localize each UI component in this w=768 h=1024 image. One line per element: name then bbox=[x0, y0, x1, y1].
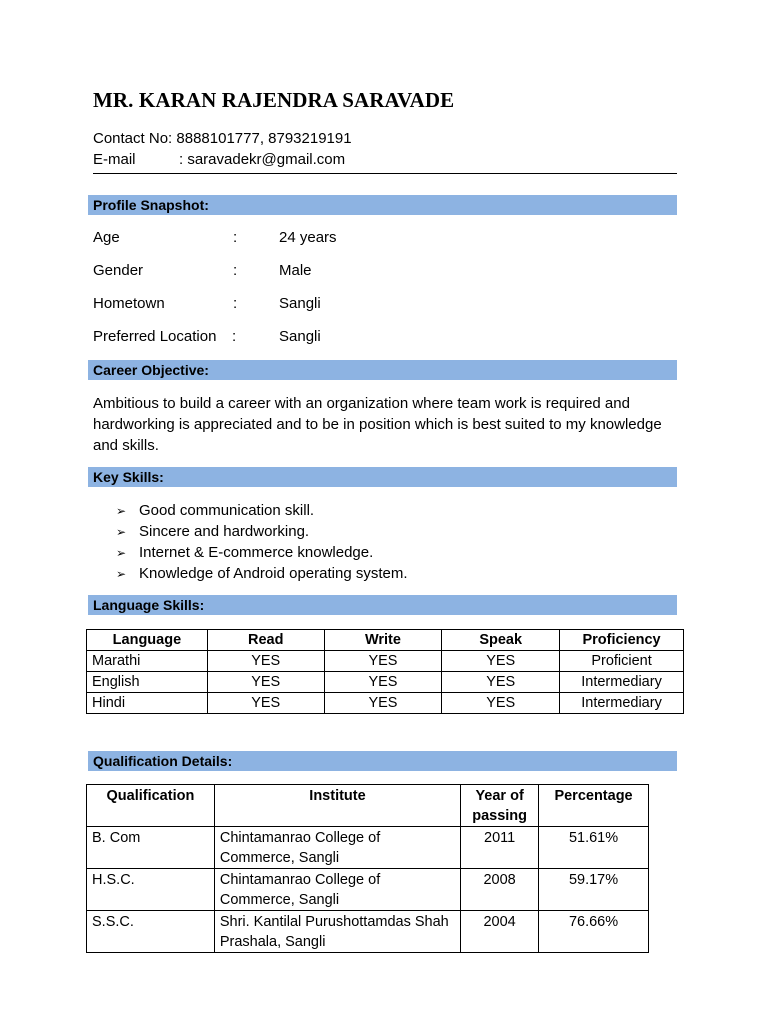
skill-text: Internet & E-commerce knowledge. bbox=[139, 544, 374, 561]
table-header-row bbox=[87, 785, 649, 827]
arrow-bullet-icon: ➢ bbox=[116, 525, 127, 539]
table-cell: B. Com bbox=[87, 827, 215, 869]
table-cell: Shri. Kantilal Purushottamdas Shah Prashala, Sangli bbox=[214, 911, 460, 953]
profile-sep: : bbox=[233, 295, 238, 312]
table-row bbox=[87, 672, 684, 693]
profile-key: Age bbox=[93, 229, 120, 246]
table-cell: YES bbox=[442, 651, 560, 672]
column-header: Read bbox=[207, 630, 324, 651]
table-cell: YES bbox=[207, 693, 324, 714]
language-skills-table bbox=[86, 629, 684, 714]
profile-sep: : bbox=[233, 229, 238, 246]
column-header: Institute bbox=[214, 785, 460, 827]
email-label: E-mail bbox=[93, 151, 136, 168]
table-cell: Chintamanrao College of Commerce, Sangli bbox=[214, 869, 460, 911]
skill-text: Sincere and hardworking. bbox=[139, 523, 310, 540]
profile-value: Sangli bbox=[279, 295, 321, 312]
table-cell: S.S.C. bbox=[87, 911, 215, 953]
contact-email-line bbox=[93, 151, 345, 168]
profile-sep: : bbox=[233, 262, 238, 279]
table-cell: 51.61% bbox=[539, 827, 649, 869]
section-profile-snapshot: Profile Snapshot: bbox=[88, 195, 677, 215]
section-key-skills: Key Skills: bbox=[88, 467, 677, 487]
column-header: Speak bbox=[442, 630, 560, 651]
profile-key: Preferred Location bbox=[93, 328, 217, 345]
table-cell: English bbox=[87, 672, 208, 693]
table-row bbox=[87, 693, 684, 714]
section-career-objective: Career Objective: bbox=[88, 360, 677, 380]
candidate-name: MR. KARAN RAJENDRA SARAVADE bbox=[93, 88, 455, 112]
arrow-bullet-icon: ➢ bbox=[116, 504, 127, 518]
profile-key: Hometown bbox=[93, 295, 165, 312]
table-cell: YES bbox=[442, 672, 560, 693]
table-cell: YES bbox=[324, 672, 442, 693]
email-separator: : bbox=[179, 151, 184, 168]
profile-value: Male bbox=[279, 262, 312, 279]
table-cell: H.S.C. bbox=[87, 869, 215, 911]
list-item bbox=[116, 563, 408, 584]
phone-label: Contact No: bbox=[93, 130, 173, 147]
table-cell: 2004 bbox=[461, 911, 539, 953]
profile-value: Sangli bbox=[279, 328, 321, 345]
column-header: Write bbox=[324, 630, 442, 651]
list-item bbox=[116, 542, 408, 563]
profile-value: 24 years bbox=[279, 229, 337, 246]
table-cell: Intermediary bbox=[560, 693, 684, 714]
table-cell: YES bbox=[207, 651, 324, 672]
table-cell: Chintamanrao College of Commerce, Sangli bbox=[214, 827, 460, 869]
column-header: Percentage bbox=[539, 785, 649, 827]
table-cell: YES bbox=[442, 693, 560, 714]
arrow-bullet-icon: ➢ bbox=[116, 567, 127, 581]
table-cell: YES bbox=[207, 672, 324, 693]
skill-text: Good communication skill. bbox=[139, 502, 315, 519]
table-cell: 2008 bbox=[461, 869, 539, 911]
table-cell: YES bbox=[324, 693, 442, 714]
arrow-bullet-icon: ➢ bbox=[116, 546, 127, 560]
email-value: saravadekr@gmail.com bbox=[187, 151, 346, 168]
key-skills-list bbox=[116, 500, 408, 584]
column-header: Qualification bbox=[87, 785, 215, 827]
table-cell: 59.17% bbox=[539, 869, 649, 911]
contact-phone-line bbox=[93, 130, 352, 147]
column-header: Year of passing bbox=[461, 785, 539, 827]
career-objective-text: Ambitious to build a career with an organization where team work is required and hardworking is appreciated and to be in position which is best suited to my knowledge and skills. bbox=[93, 395, 662, 454]
table-cell: YES bbox=[324, 651, 442, 672]
list-item bbox=[116, 521, 408, 542]
profile-sep: : bbox=[232, 328, 237, 345]
profile-key: Gender bbox=[93, 262, 144, 279]
table-cell: Hindi bbox=[87, 693, 208, 714]
table-row bbox=[87, 827, 649, 869]
table-header-row bbox=[87, 630, 684, 651]
table-cell: Marathi bbox=[87, 651, 208, 672]
column-header: Proficiency bbox=[560, 630, 684, 651]
list-item bbox=[116, 500, 408, 521]
table-cell: Intermediary bbox=[560, 672, 684, 693]
table-row bbox=[87, 651, 684, 672]
table-row bbox=[87, 911, 649, 953]
qualification-table bbox=[86, 784, 649, 953]
column-header: Language bbox=[87, 630, 208, 651]
table-cell: 76.66% bbox=[539, 911, 649, 953]
section-language-skills: Language Skills: bbox=[88, 595, 677, 615]
table-row bbox=[87, 869, 649, 911]
section-qualification-details: Qualification Details: bbox=[88, 751, 677, 771]
phone-value: 8888101777, 8793219191 bbox=[176, 130, 352, 147]
table-cell: Proficient bbox=[560, 651, 684, 672]
skill-text: Knowledge of Android operating system. bbox=[139, 565, 408, 582]
table-cell: 2011 bbox=[461, 827, 539, 869]
header-divider bbox=[93, 173, 677, 174]
